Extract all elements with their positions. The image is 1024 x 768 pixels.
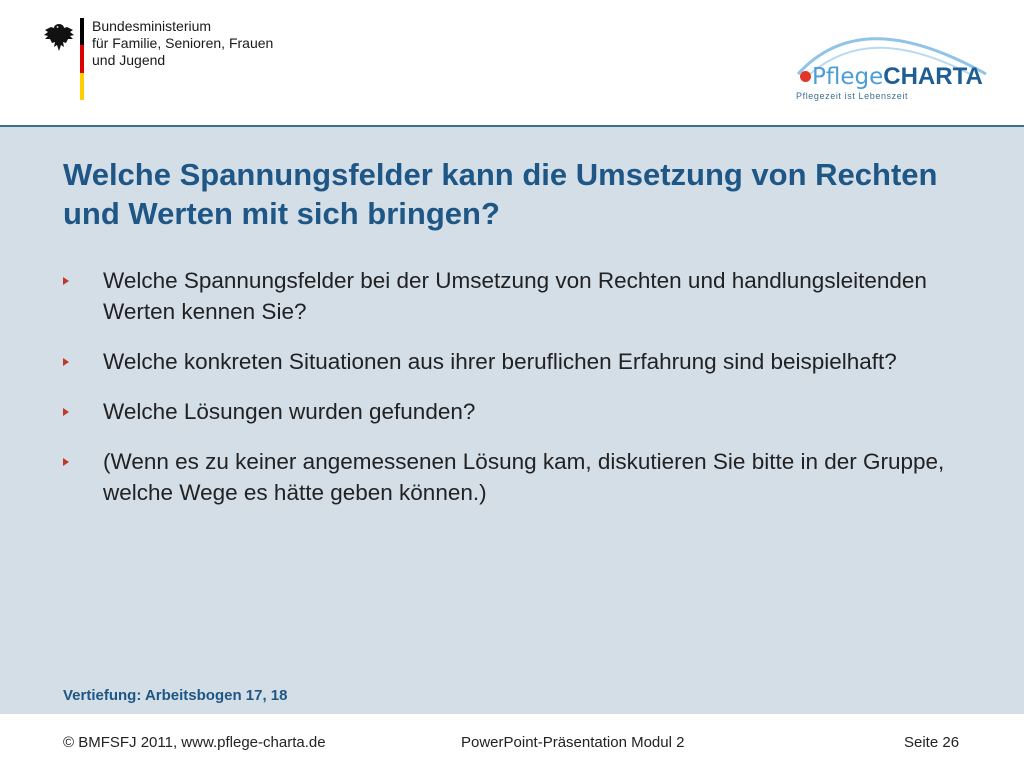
ministry-name: Bundesministerium für Familie, Senioren, Frauen und Jugend — [92, 18, 274, 68]
bullet-arrow-icon — [63, 358, 69, 366]
bullet-item — [63, 396, 983, 427]
ministry-logo — [40, 18, 300, 102]
logo-red-dot — [800, 71, 811, 82]
bullet-arrow-icon — [63, 458, 69, 466]
bullet-text: Welche Spannungsfelder bei der Umsetzung von Rechten und handlungsleitenden Werten kennen Sie? — [103, 268, 927, 324]
footer-presentation-title: PowerPoint-Präsentation Modul 2 — [461, 734, 685, 751]
logo-word-charta: CHARTA — [883, 63, 983, 90]
logo-wordmark — [812, 62, 983, 91]
german-flag-stripe — [80, 18, 84, 100]
logo-tagline: Pflegezeit ist Lebenszeit — [796, 91, 909, 101]
footer-page-number: Seite 26 — [904, 734, 960, 751]
worksheet-reference: Vertiefung: Arbeitsbogen 17, 18 — [63, 687, 288, 704]
bullet-item — [63, 265, 983, 327]
bullet-arrow-icon — [63, 408, 69, 416]
slide-footer — [0, 714, 1024, 768]
footer-copyright: © BMFSFJ 2011, www.pflege-charta.de — [63, 734, 326, 751]
bullet-arrow-icon — [63, 277, 69, 285]
federal-eagle-icon — [42, 21, 76, 55]
bullet-list — [63, 265, 983, 527]
pflege-charta-logo — [790, 34, 990, 106]
bullet-text: Welche konkreten Situationen aus ihrer beruflichen Erfahrung sind beispielhaft? — [103, 349, 897, 374]
logo-word-pflege: Pflege — [812, 64, 884, 90]
bullet-text: Welche Lösungen wurden gefunden? — [103, 399, 476, 424]
slide-header — [0, 0, 1024, 125]
bullet-text: (Wenn es zu keiner angemessenen Lösung kam, diskutieren Sie bitte in der Gruppe, welche Wege es hätte geben können.) — [103, 449, 945, 505]
bullet-item — [63, 446, 983, 508]
bullet-item — [63, 346, 983, 377]
slide-body — [0, 127, 1024, 714]
slide-title: Welche Spannungsfelder kann die Umsetzung von Rechten und Werten mit sich bringen? — [63, 157, 938, 231]
